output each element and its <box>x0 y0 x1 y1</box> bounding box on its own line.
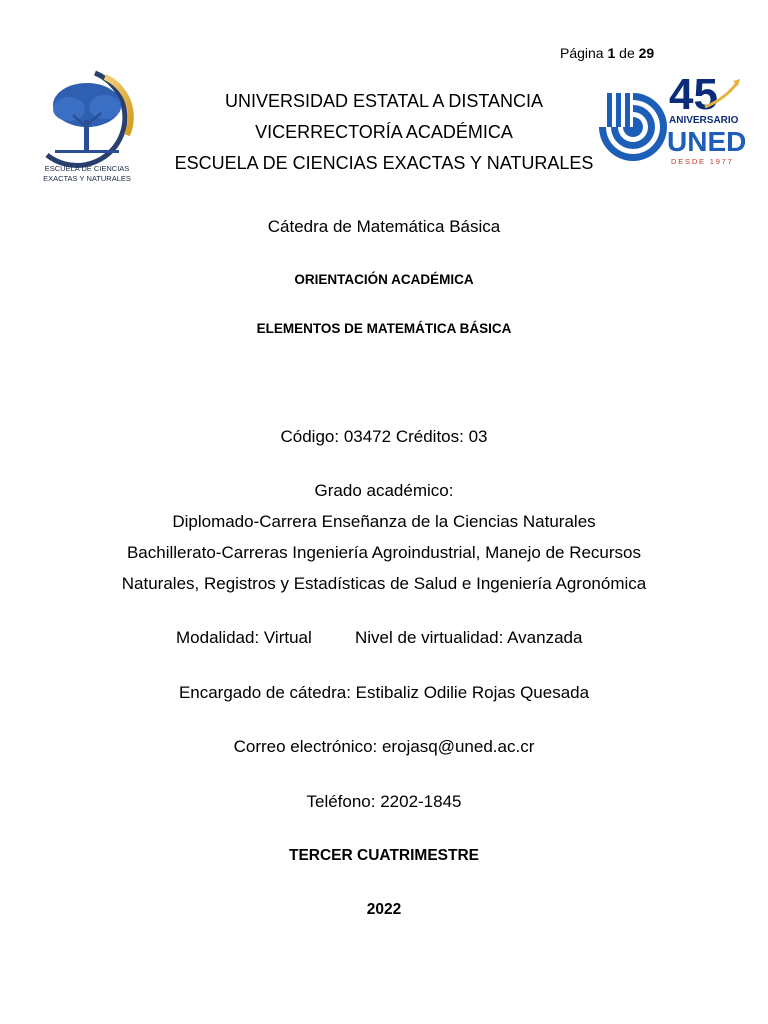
codigo-creditos: Código: 03472 Créditos: 03 <box>280 427 488 446</box>
orientacion-title: ORIENTACIÓN ACADÉMICA <box>294 272 474 287</box>
telefono: Teléfono: 2202-1845 <box>306 792 462 811</box>
grado-label: Grado académico: <box>314 481 454 500</box>
page-prefix: Página <box>560 45 604 61</box>
page-sep: de <box>619 45 635 61</box>
grado-line-1: Diplomado-Carrera Enseñanza de la Ciencias Naturales <box>172 512 596 531</box>
correo: Correo electrónico: erojasq@uned.ac.cr <box>233 737 535 756</box>
page-current: 1 <box>607 45 616 61</box>
page-indicator <box>560 45 654 61</box>
logo-aniversario: ANIVERSARIO <box>669 115 739 126</box>
header-line-3: ESCUELA DE CIENCIAS EXACTAS Y NATURALES <box>174 153 594 173</box>
logo-uned: UNED <box>667 126 745 157</box>
modalidad: Modalidad: Virtual <box>176 628 312 647</box>
catedra: Cátedra de Matemática Básica <box>267 217 501 236</box>
periodo: TERCER CUATRIMESTRE <box>288 847 480 864</box>
logo-text-line2: EXACTAS Y NATURALES <box>43 174 131 183</box>
page-total: 29 <box>638 45 655 61</box>
course-name: ELEMENTOS DE MATEMÁTICA BÁSICA <box>256 321 512 336</box>
nivel-virtualidad: Nivel de virtualidad: Avanzada <box>355 628 583 647</box>
header-line-1: UNIVERSIDAD ESTATAL A DISTANCIA <box>224 91 544 111</box>
header-line-2: VICERRECTORÍA ACADÉMICA <box>255 122 513 142</box>
logo-desde: DESDE 1977 <box>671 157 734 166</box>
logo-number: 45 <box>669 70 718 119</box>
year: 2022 <box>366 901 402 918</box>
grado-line-2: Bachillerato-Carreras Ingeniería Agroindustrial, Manejo de Recursos <box>126 543 642 562</box>
encargado: Encargado de cátedra: Estibaliz Odilie Rojas Quesada <box>178 683 590 702</box>
logo-text-line1: ESCUELA DE CIENCIAS <box>44 164 130 173</box>
grado-line-3: Naturales, Registros y Estadísticas de Salud e Ingeniería Agronómica <box>121 574 647 593</box>
